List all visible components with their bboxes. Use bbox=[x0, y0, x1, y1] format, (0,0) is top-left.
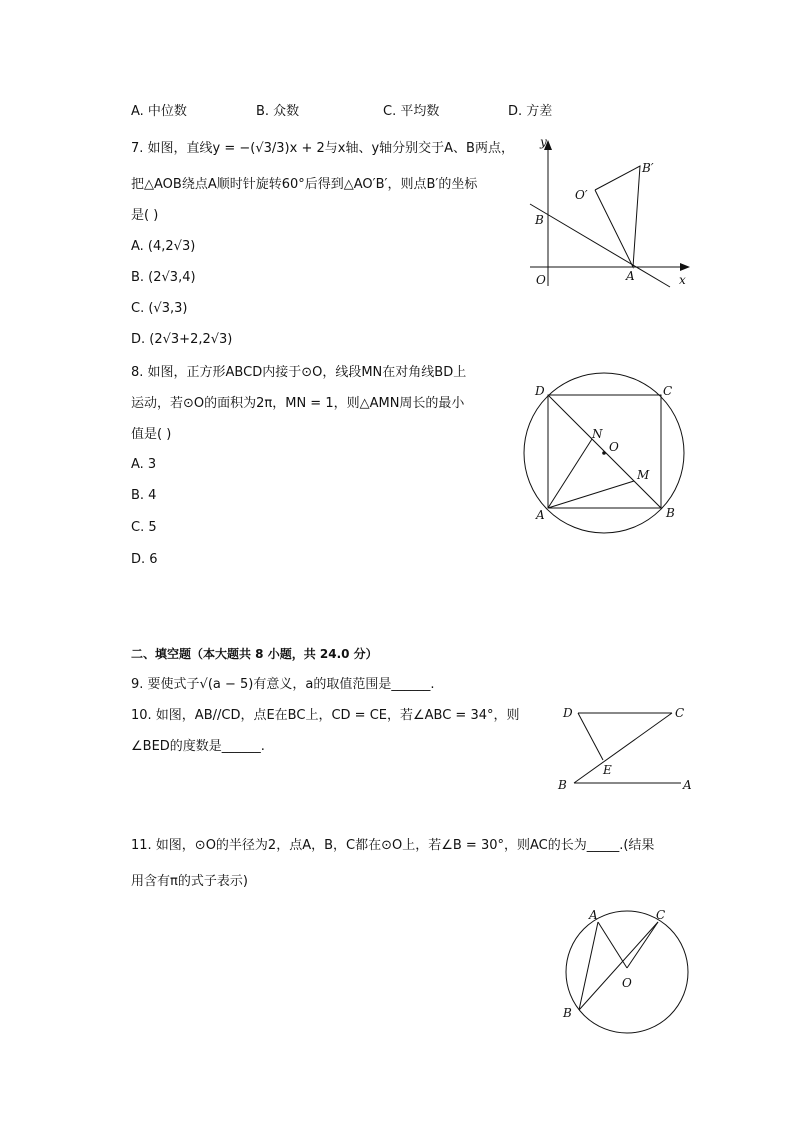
q10-stem-line1: 10. 如图，AB//CD，点E在BC上，CD = CE，若∠ABC = 34°，则 bbox=[131, 708, 520, 723]
q8-option-b: B. 4 bbox=[131, 488, 157, 503]
q8-label-o: O bbox=[609, 440, 619, 454]
q7-label-b-prime: B′ bbox=[642, 161, 654, 175]
q7-option-d: D. (2√3+2,2√3) bbox=[131, 332, 233, 347]
q8-label-d: D bbox=[535, 384, 545, 398]
q6-option-c: C. 平均数 bbox=[383, 104, 440, 119]
q7-label-x: x bbox=[679, 273, 686, 287]
q8-option-c: C. 5 bbox=[131, 520, 157, 535]
q8-label-b: B bbox=[666, 506, 675, 520]
q11-label-o: O bbox=[622, 976, 632, 990]
q8-stem-line3: 值是( ) bbox=[131, 427, 172, 442]
section-heading-fill-in: 二、填空题（本大题共 8 小题，共 24.0 分） bbox=[131, 647, 378, 661]
q6-option-b: B. 众数 bbox=[256, 104, 300, 119]
q8-label-a: A bbox=[536, 508, 545, 522]
q8-option-d: D. 6 bbox=[131, 552, 158, 567]
q6-option-a: A. 中位数 bbox=[131, 104, 187, 119]
q7-option-a: A. (4,2√3) bbox=[131, 239, 196, 254]
q10-label-c: C bbox=[675, 706, 685, 720]
q8-stem-line2: 运动，若⊙O的面积为2π，MN = 1，则△AMN周长的最小 bbox=[131, 396, 465, 411]
q7-stem-line3: 是( ) bbox=[131, 208, 159, 223]
q8-label-c: C bbox=[663, 384, 673, 398]
q7-label-o: O bbox=[536, 273, 546, 287]
q7-label-a: A bbox=[626, 269, 635, 283]
q7-label-o-prime: O′ bbox=[575, 188, 588, 202]
q7-option-b: B. (2√3,4) bbox=[131, 270, 196, 285]
q11-label-b: B bbox=[563, 1006, 572, 1020]
q11-stem-line1: 11. 如图，⊙O的半径为2，点A，B，C都在⊙O上，若∠B = 30°，则AC的长为_____.(结果 bbox=[131, 838, 655, 853]
q8-label-m: M bbox=[637, 468, 650, 482]
q8-label-n: N bbox=[592, 427, 603, 441]
q10-label-d: D bbox=[563, 706, 573, 720]
q10-stem-line2: ∠BED的度数是______. bbox=[131, 739, 265, 754]
q7-option-c: C. (√3,3) bbox=[131, 301, 188, 316]
q11-label-a: A bbox=[589, 908, 598, 922]
q7-label-y: y bbox=[540, 135, 547, 149]
q8-option-a: A. 3 bbox=[131, 457, 157, 472]
q11-stem-line2: 用含有π的式子表示) bbox=[131, 874, 248, 889]
q7-label-b: B bbox=[535, 213, 544, 227]
q7-stem-line1: 7. 如图，直线y = −(√3/3)x + 2与x轴、y轴分别交于A、B两点， bbox=[131, 141, 514, 156]
q8-stem-line1: 8. 如图，正方形ABCD内接于⊙O，线段MN在对角线BD上 bbox=[131, 365, 467, 380]
q9-stem: 9. 要使式子√(a − 5)有意义，a的取值范围是______. bbox=[131, 677, 435, 692]
q11-label-c: C bbox=[656, 908, 666, 922]
q6-option-d: D. 方差 bbox=[508, 104, 553, 119]
q10-label-a: A bbox=[683, 778, 692, 792]
q7-stem-line2: 把△AOB绕点A顺时针旋转60°后得到△AO′B′，则点B′的坐标 bbox=[131, 177, 478, 192]
q10-label-e: E bbox=[603, 763, 612, 777]
q10-label-b: B bbox=[558, 778, 567, 792]
